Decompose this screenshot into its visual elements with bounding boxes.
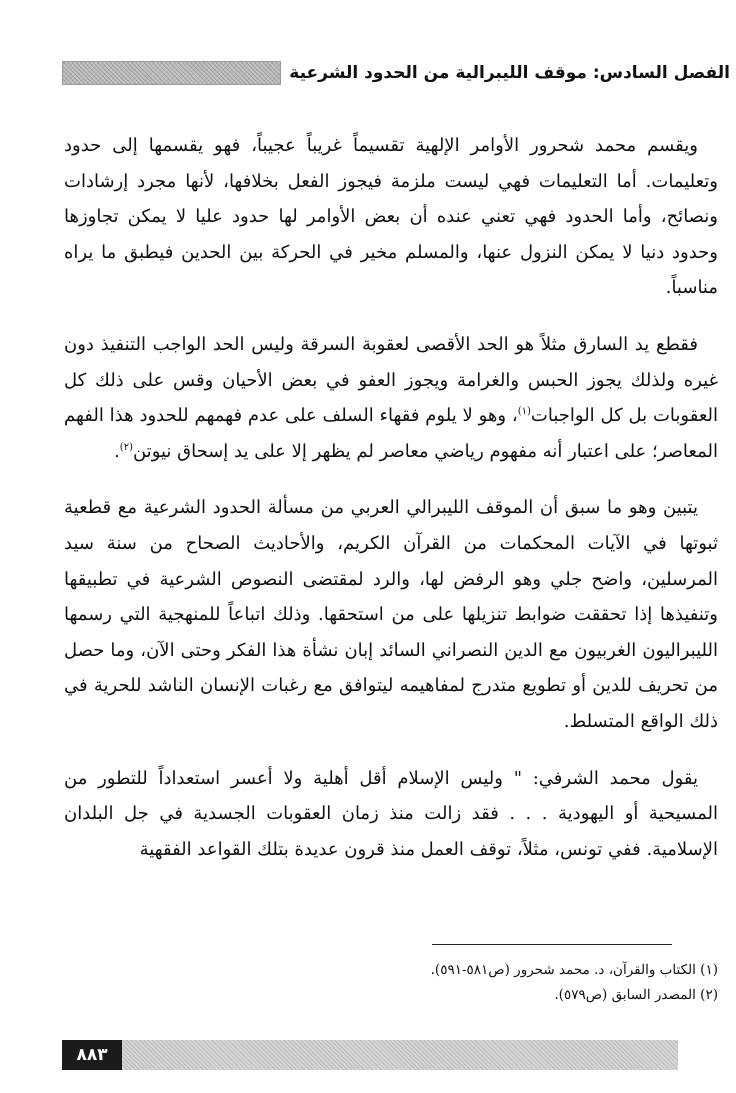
paragraph-4: يقول محمد الشرفي: " وليس الإسلام أقل أهلية ولا أعسر استعداداً للتطور من المسيحية أو اليهودية . . . فقد زالت منذ زمان العقوبات الجسدية في جل البلدان الإسلامية. ففي تونس، مثلاً، توقف العمل منذ قرون عديدة بتلك القواعد الفقهية	[64, 767, 718, 860]
paragraph-3: يتبين وهو ما سبق أن الموقف الليبرالي العربي من مسألة الحدود الشرعية مع قطعية ثبوتها في الآيات المحكمات من القرآن الكريم، والأحاديث الصحاح من سنة سيد المرسلين، واضح جلي وهو الرفض لها، والرد لمقتضى النصوص الشرعية في تطبيقها وتنفيذها إذا تحققت ضوابط تنزيلها على من استحقها. وذلك اتباعاً للمنهجية التي رسمها الليبراليون الغربيون مع الدين النصراني السائد إبان نشأة هذا الفكر وحتى الآن، وما حصل من تحريف للدين أو تطويع متدرج لمفاهيمه ليتوافق مع رغبات الإنسان الناشد للحرية في ذلك الواقع المتسلط.	[64, 497, 718, 732]
chapter-title: الفصل السادس: موقف الليبرالية من الحدود الشرعية	[289, 63, 730, 83]
footer-decorative-bar	[122, 1040, 678, 1070]
header-decorative-bar	[62, 61, 281, 85]
footnote-ref-1: (١)	[517, 406, 531, 418]
footnote-ref-2: (٢)	[119, 441, 133, 453]
footnote-1: (١) الكتاب والقرآن، د. محمد شحرور (ص٥٨١-٥٩١).	[430, 962, 718, 978]
footnote-separator	[432, 944, 672, 945]
paragraph-2-end: .	[114, 440, 120, 462]
paragraph-2-part-2: ، وهو لا يلوم فقهاء السلف على عدم فهمهم للحدود هذا الفهم المعاصر؛ على اعتبار أنه مفهوم رياضي معاصر لم يظهر إلا على يد إسحاق نيوتن	[64, 405, 718, 462]
paragraph-2-part-1: فقطع يد السارق مثلاً هو الحد الأقصى لعقوبة السرقة وليس الحد الواجب التنفيذ دون غيره ولذلك يجوز الحبس والغرامة ويجوز العفو في بعض الأحيان وقس على ذلك كل العقوبات بل كل الواجبات	[64, 333, 718, 427]
footnotes	[64, 958, 718, 1008]
paragraph-2	[64, 327, 718, 469]
page-number: ٨٨٣	[62, 1040, 122, 1070]
footnote-2: (٢) المصدر السابق (ص٥٧٩).	[554, 987, 718, 1003]
body-text	[64, 128, 718, 888]
paragraph-1: ويقسم محمد شحرور الأوامر الإلهية تقسيماً غريباً عجيباً، فهو يقسمها إلى حدود وتعليمات. أما التعليمات فهي ليست ملزمة فيجوز الفعل بخلافها، لأنها مجرد إرشادات ونصائح، وأما الحدود فهي تعني عنده أن بعض الأوامر لها حدود عليا لا يمكن تجاوزها وحدود دنيا لا يمكن النزول عنها، والمسلم مخير في الحركة بين الحدين فيطبق ما يراه مناسباً.	[64, 135, 718, 299]
running-header	[62, 56, 730, 90]
